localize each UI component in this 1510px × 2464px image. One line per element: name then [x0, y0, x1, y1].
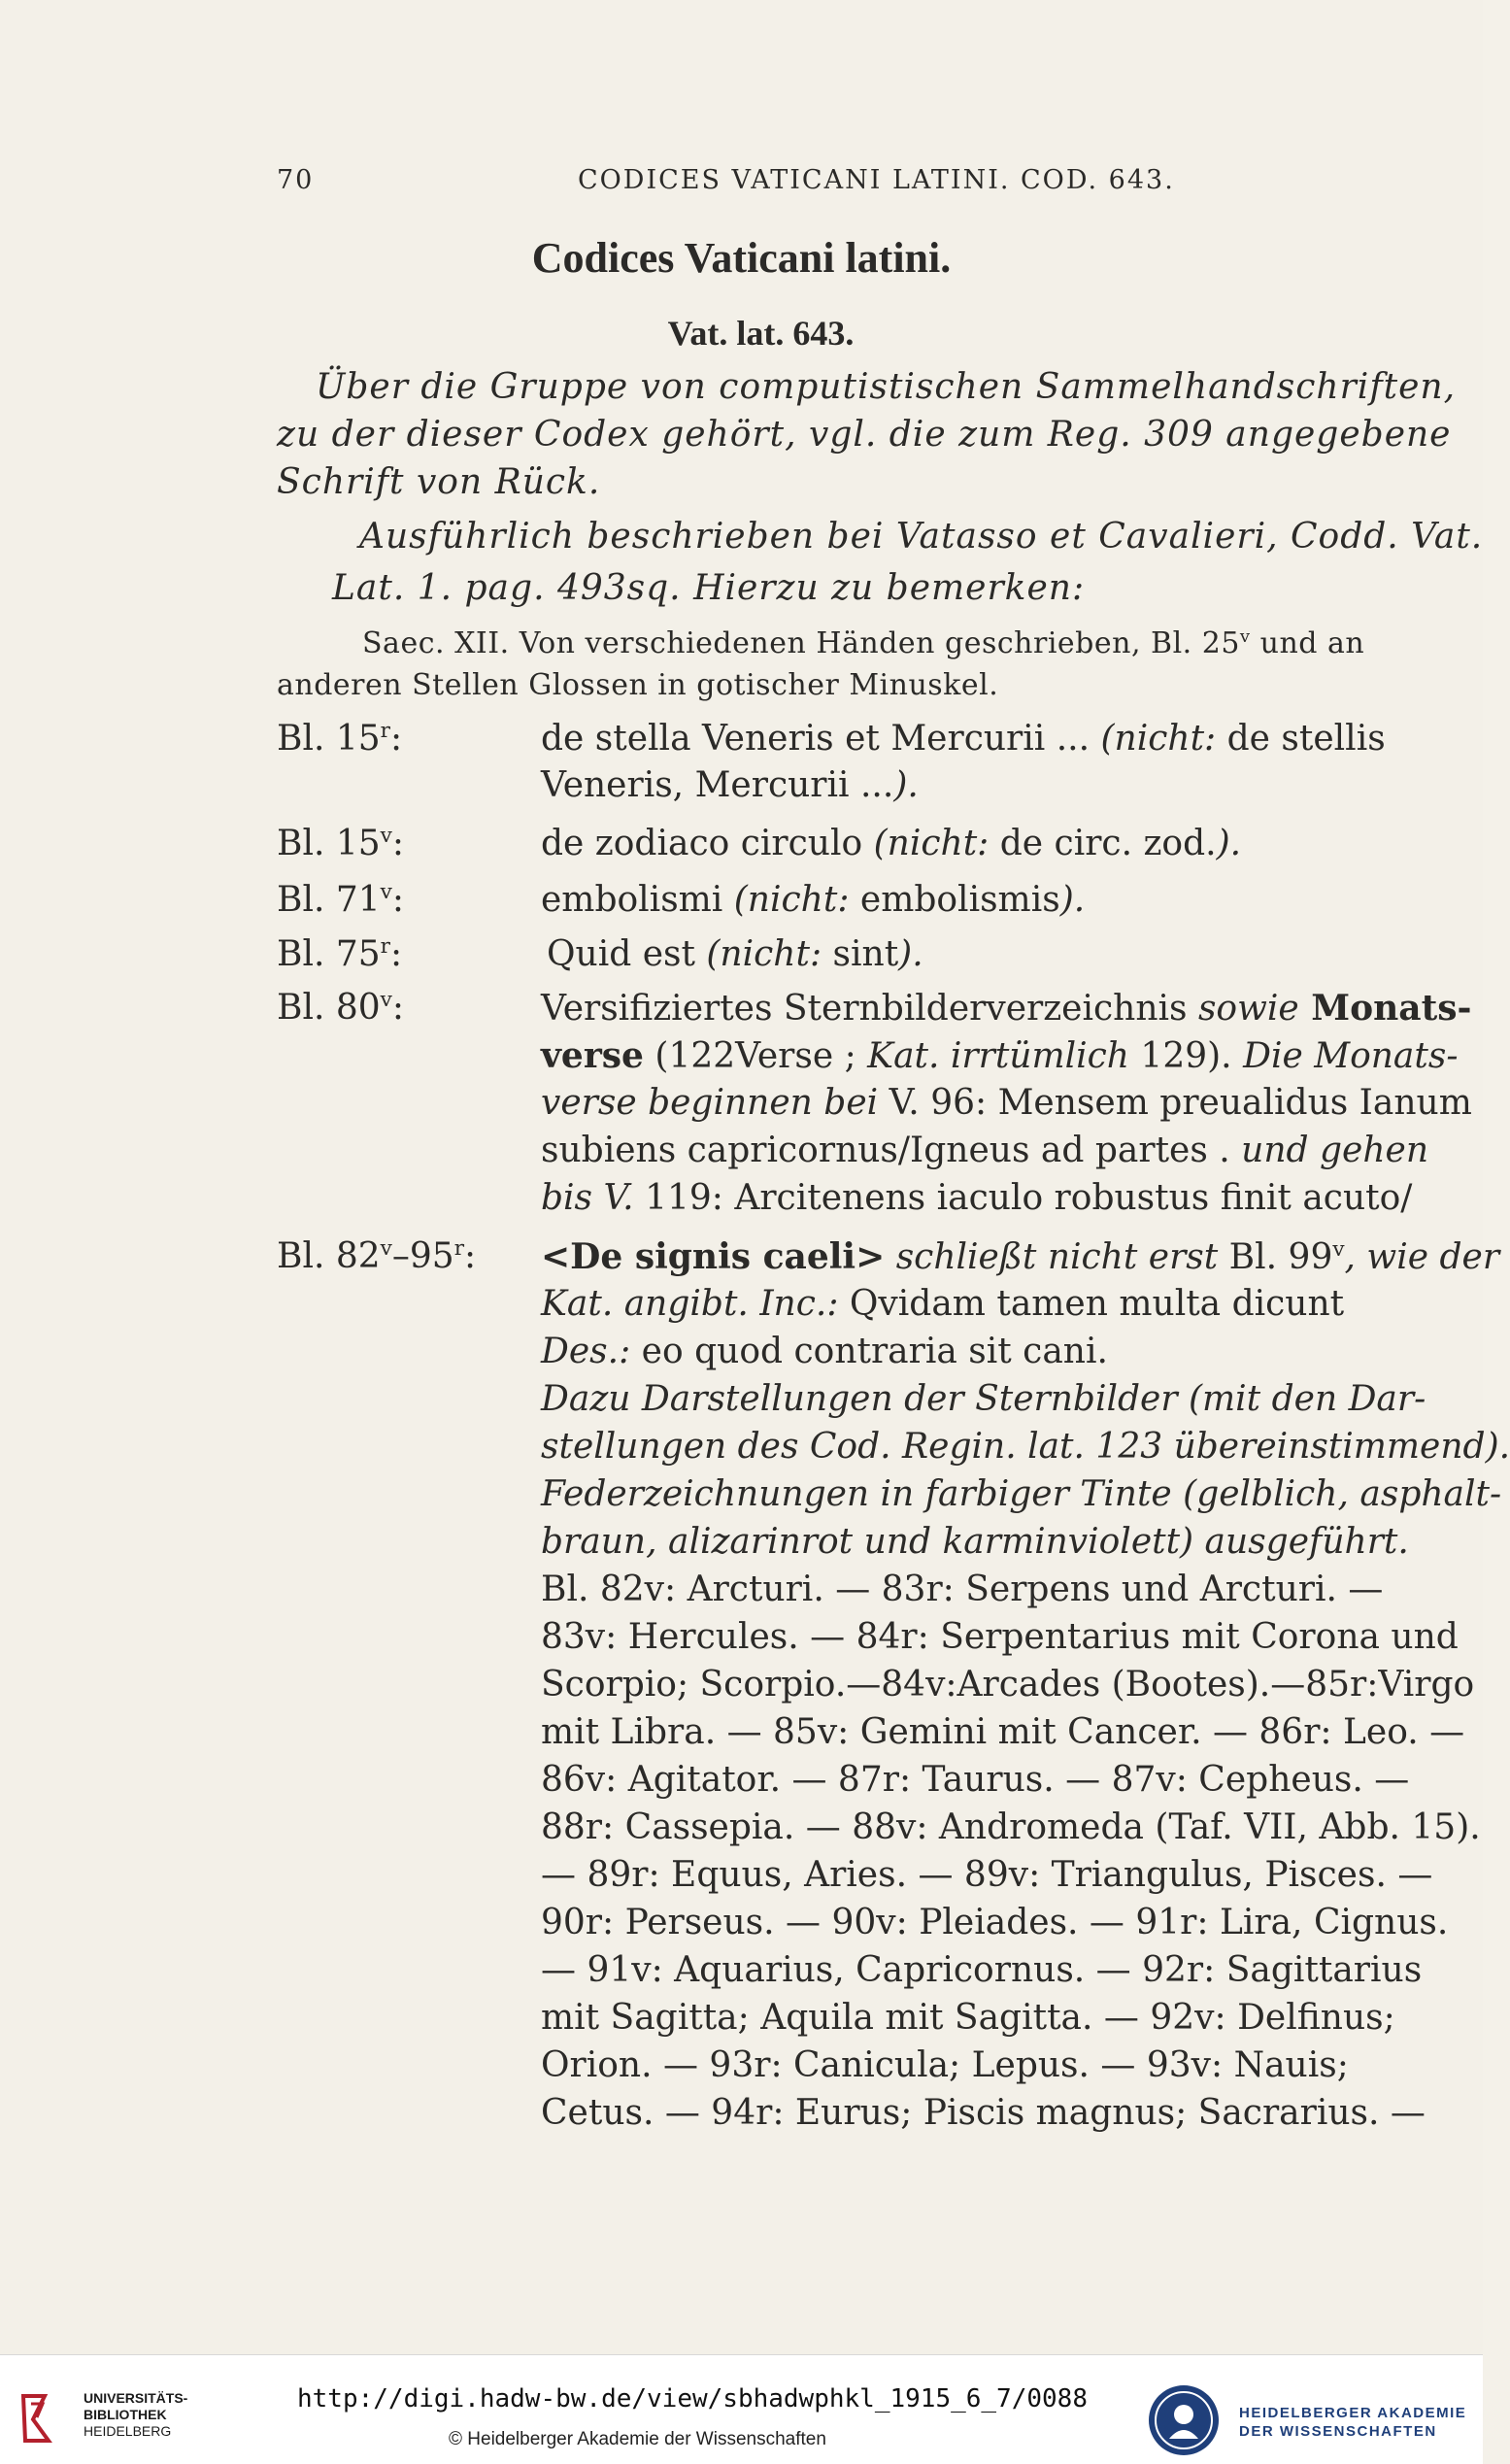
entry-text: stellungen des Cod. Regin. lat. 123 übereinstimmend). [541, 1427, 1510, 1467]
entry-text: embolismi (nicht: embolismis). [541, 880, 1086, 920]
academy-seal-logo [1146, 2382, 1222, 2458]
entry-text: 83v: Hercules. — 84r: Serpentarius mit Corona und [541, 1617, 1459, 1657]
entry-text: Orion. — 93r: Canicula; Lepus. — 93v: Nauis; [541, 2045, 1349, 2085]
entry-text: Quid est (nicht: sint). [547, 934, 923, 974]
entry-label: Bl. 15$^v$: [277, 824, 405, 863]
entry-text: — 89r: Equus, Aries. — 89v: Triangulus, Pisces. — [541, 1855, 1433, 1895]
page-title: Codices Vaticani latini. [531, 234, 952, 282]
entry-text: Dazu Darstellungen der Sternbilder (mit den Dar- [541, 1379, 1426, 1419]
entry-text: 86v: Agitator. — 87r: Taurus. — 87v: Cepheus. — [541, 1760, 1410, 1800]
entry-label: Bl. 75$^r$: [277, 934, 403, 974]
entry-text: <De signis caeli> schließt nicht erst Bl. 99$^v$, wie der [541, 1236, 1500, 1277]
permalink-url[interactable]: http://digi.hadw-bw.de/view/sbhadwphkl_1915_6_7/0088 [297, 2384, 1088, 2413]
entry-text: Scorpio; Scorpio.—84v:Arcades (Bootes).—85r:Virgo [541, 1665, 1475, 1705]
entry-label: Bl. 80$^v$: [277, 988, 405, 1028]
entry-text: verse (122Verse ; Kat. irrtümlich 129). Die Monats- [541, 1035, 1459, 1076]
running-title: CODICES VATICANI LATINI. COD. 643. [578, 165, 1175, 195]
entry-text: bis V. 119: Arcitenens iaculo robustus finit acuto/ [541, 1178, 1413, 1218]
entry-text: 90r: Perseus. — 90v: Pleiades. — 91r: Lira, Cignus. [541, 1903, 1449, 1942]
entry-text: subiens capricornus/Igneus ad partes . und gehen [541, 1131, 1429, 1170]
entry-text: 88r: Cassepia. — 88v: Andromeda (Taf. VII, Abb. 15). [541, 1807, 1481, 1847]
entry-text: verse beginnen bei V. 96: Mensem preualidus Ianum [541, 1083, 1472, 1123]
entry-text: mit Libra. — 85v: Gemini mit Cancer. — 86r: Leo. — [541, 1712, 1465, 1752]
entry-text: Veneris, Mercurii ...). [541, 765, 919, 805]
university-library-name: UNIVERSITÄTS- BIBLIOTHEK HEIDELBERG [84, 2390, 188, 2439]
intro-line-3: Schrift von Rück. [277, 462, 601, 502]
page-number: 70 [277, 165, 315, 195]
entry-text: braun, alizarinrot und karminviolett) ausgeführt. [541, 1522, 1409, 1562]
intro-line-5: Lat. 1. pag. 493sq. Hierzu zu bemerken: [332, 568, 1086, 608]
entry-label: Bl. 82$^v$–95$^r$: [277, 1236, 477, 1276]
entry-text: Bl. 82v: Arcturi. — 83r: Serpens und Arcturi. — [541, 1570, 1384, 1609]
entry-text: Kat. angibt. Inc.: Qvidam tamen multa dicunt [541, 1284, 1345, 1324]
intro-line-1: Über die Gruppe von computistischen Sammelhandschriften, [316, 367, 1457, 407]
entry-text: Federzeichnungen in farbiger Tinte (gelblich, asphalt- [541, 1474, 1502, 1514]
saec-line-2: anderen Stellen Glossen in gotischer Minuskel. [277, 668, 999, 702]
codex-subtitle: Vat. lat. 643. [667, 314, 855, 353]
entry-text: — 91v: Aquarius, Capricornus. — 92r: Sagittarius [541, 1950, 1423, 1990]
viewer-footer [0, 2354, 1483, 2464]
entry-text: de stella Veneris et Mercurii ... (nicht: de stellis [541, 719, 1386, 759]
entry-text: de zodiaco circulo (nicht: de circ. zod.). [541, 824, 1242, 863]
intro-line-4: Ausführlich beschrieben bei Vatasso et Cavalieri, Codd. Vat. [359, 517, 1484, 557]
entry-label: Bl. 71$^v$: [277, 880, 405, 920]
copyright-notice: © Heidelberger Akademie der Wissenschaften [449, 2429, 826, 2449]
saec-line-1: Saec. XII. Von verschiedenen Händen geschrieben, Bl. 25$^v$ und an [362, 626, 1365, 660]
entry-label: Bl. 15$^r$: [277, 719, 403, 759]
entry-text: mit Sagitta; Aquila mit Sagitta. — 92v: Delfinus; [541, 1998, 1395, 2038]
entry-text: Versifiziertes Sternbilderverzeichnis sowie Monats- [541, 988, 1472, 1029]
intro-line-2: zu der dieser Codex gehört, vgl. die zum Reg. 309 angegebene [277, 415, 1452, 455]
entry-text: Des.: eo quod contraria sit cani. [541, 1332, 1108, 1371]
university-library-logo [17, 2390, 62, 2447]
academy-name: HEIDELBERGER AKADEMIE DER WISSENSCHAFTEN [1239, 2405, 1467, 2440]
entry-text: Cetus. — 94r: Eurus; Piscis magnus; Sacrarius. — [541, 2093, 1426, 2133]
